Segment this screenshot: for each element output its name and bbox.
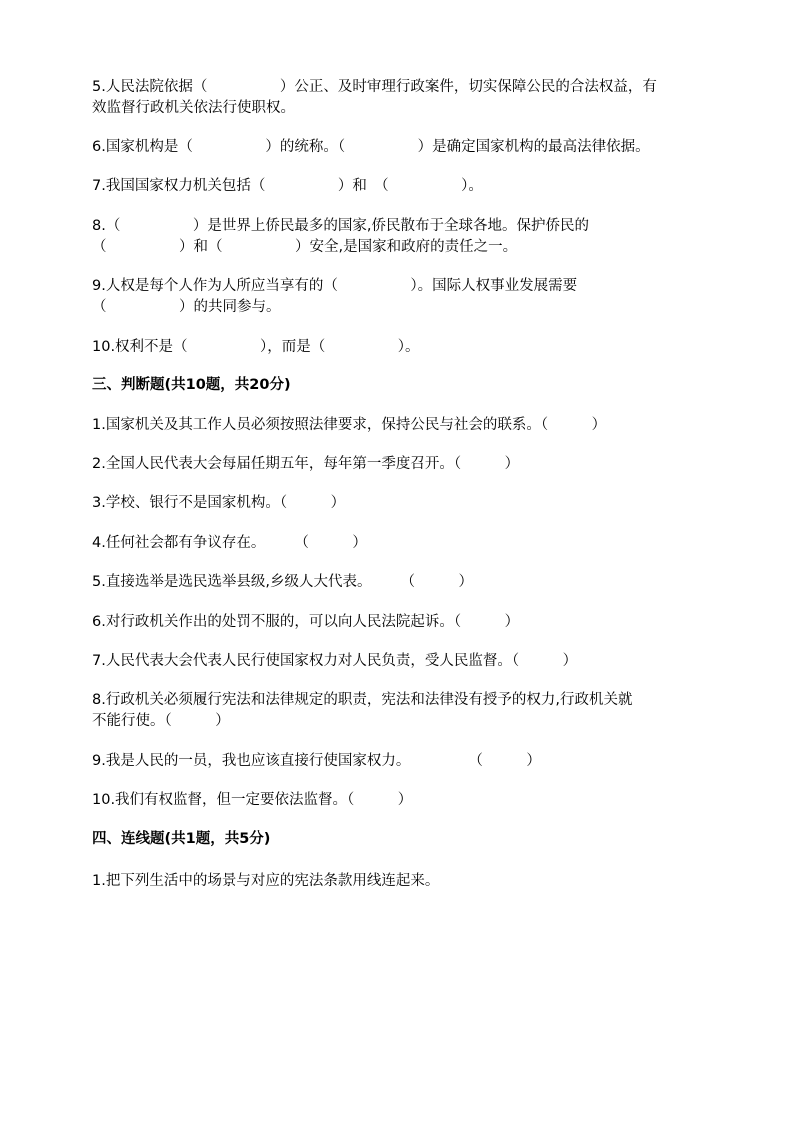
judge-item-9: 9.我是人民的一员，我也应该直接行使国家权力。 （ ）: [92, 753, 541, 769]
fill-q10: 10.权利不是（ ），而是（ ）。: [92, 339, 420, 355]
judge-item-3: 3.学校、银行不是国家机构。（ ）: [92, 495, 346, 511]
fill-q9-line2: （ ）的共同参与。: [92, 299, 281, 315]
judge-item-6: 6.对行政机关作出的处罚不服的，可以向人民法院起诉。（ ）: [92, 614, 520, 630]
section3-heading: 三、判断题(共10题，共20分): [92, 377, 291, 393]
matching-item-1: 1.把下列生活中的场景与对应的宪法条款用线连起来。: [92, 873, 440, 889]
fill-q6: 6.国家机构是（ ）的统称。（ ）是确定国家机构的最高法律依据。: [92, 139, 650, 155]
fill-q5-line1: 5.人民法院依据（ ）公正、及时审理行政案件，切实保障公民的合法权益，有: [92, 79, 657, 95]
fill-q9-line1: 9.人权是每个人作为人所应当享有的（ ）。国际人权事业发展需要: [92, 278, 578, 294]
judge-item-8-line1: 8.行政机关必须履行宪法和法律规定的职责，宪法和法律没有授予的权力,行政机关就: [92, 692, 633, 708]
judge-item-8-line2: 不能行使。（ ）: [92, 713, 230, 729]
judge-item-5: 5.直接选举是选民选举县级,乡级人大代表。 （ ）: [92, 574, 473, 590]
fill-q8-line2: （ ）和（ ）安全,是国家和政府的责任之一。: [92, 239, 518, 255]
judge-item-7: 7.人民代表大会代表人民行使国家权力对人民负责，受人民监督。（ ）: [92, 653, 578, 669]
judge-item-10: 10.我们有权监督，但一定要依法监督。（ ）: [92, 792, 413, 808]
judge-item-1: 1.国家机关及其工作人员必须按照法律要求，保持公民与社会的联系。（ ）: [92, 417, 607, 433]
section4-heading: 四、连线题(共1题，共5分): [92, 831, 271, 847]
fill-q7: 7.我国国家权力机关包括（ ）和 （ ）。: [92, 178, 483, 194]
judge-item-4: 4.任何社会都有争议存在。 （ ）: [92, 535, 367, 551]
judge-item-2: 2.全国人民代表大会每届任期五年，每年第一季度召开。（ ）: [92, 456, 520, 472]
fill-q8-line1: 8.（ ）是世界上侨民最多的国家,侨民散布于全球各地。保护侨民的: [92, 218, 589, 234]
fill-q5-line2: 效监督行政机关依法行使职权。: [92, 100, 295, 116]
